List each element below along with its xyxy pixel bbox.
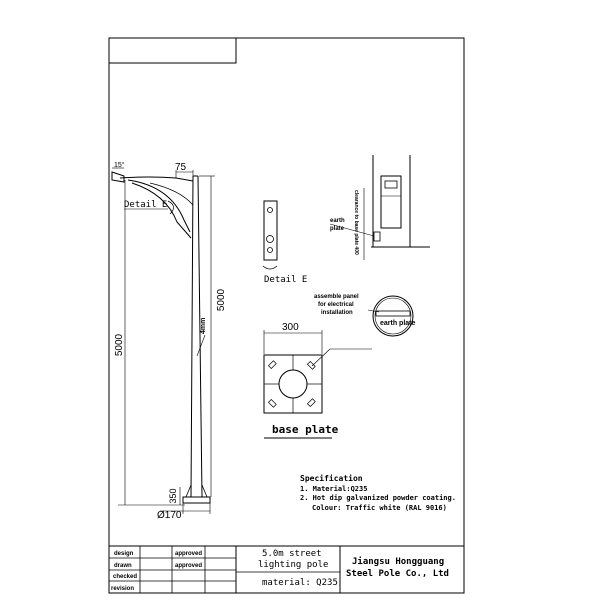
tb-checked: checked [113,574,138,580]
circle-section [314,294,416,336]
base-plate-view [264,322,372,438]
detail-e [263,201,307,285]
tb-design: design [114,551,134,557]
luminaire-head [112,172,124,182]
pole-shaft-right [198,176,202,497]
circle-earth-label: earth plate [380,320,416,327]
wall-thickness-leader [197,335,205,356]
spec-line-1: 1. Material:Q235 [300,485,368,493]
detail-e-hole-3 [268,248,273,253]
arm-width-dim: 75 [175,162,187,173]
panel-note-1: assemble panel [314,294,359,300]
detail-e-arc [263,266,277,269]
base-plate-leader [312,349,330,366]
clearance-note: clearance to base plate 400 [353,190,359,255]
bolt-slot-tl [268,361,276,369]
panel-note-3: installation [321,310,353,316]
earth-plate-label-1: earth [330,218,345,224]
door-opening [381,176,401,228]
detail-e-hole-1 [268,208,273,213]
spec-line-3: Colour: Traffic white (RAL 9016) [312,504,447,512]
detail-e-label: Detail E [264,275,308,285]
bolt-slot-br [307,399,315,407]
panel-note-2: for electrical [318,302,354,308]
base-plate-width-dim: 300 [282,322,299,333]
door-handle [385,181,397,188]
specification-block [300,473,456,512]
base-plate-title: base plate [272,423,339,436]
shaft-height-dim: 5000 [216,288,227,312]
wall-thickness-label: 4mm [200,317,207,334]
tb-name-line-2: lighting pole [258,560,329,570]
tb-approved-2: approved [175,563,203,569]
base-rib-left [186,485,191,497]
tb-material: material: Q235 [262,578,338,588]
spec-title: Specification [300,474,363,483]
tb-name-line-1: 5.0m street [262,549,322,559]
detail-e-plate [264,201,277,260]
bolt-slot-bl [268,399,276,407]
pole-shaft-left [191,176,193,497]
pole-base-flange [183,497,210,503]
spec-line-2: 2. Hot dip galvanized powder coating. [300,494,456,502]
pole-arm-curve-2 [132,183,191,238]
base-height-dim: 350 [168,488,178,504]
angle-label: 15° [114,162,125,169]
title-block [109,546,464,593]
detail-ref-label: Detail E [124,200,168,210]
tb-revision: revision [111,586,135,592]
base-plate-center-hole [279,370,307,398]
pole-section-view [330,155,430,260]
base-rib-right [202,485,207,497]
cross-section-panel [376,311,410,316]
base-dia-dim: Ø170 [157,510,182,521]
detail-e-hole-2 [267,236,274,243]
earth-plate-label-2: plate [330,226,345,232]
tb-company-line-1: Jiangsu Hongguang [352,557,445,567]
tb-drawn: drawn [114,563,132,569]
tb-approved-1: approved [175,551,203,557]
earth-plate-tab [374,232,380,241]
pole-elevation [112,161,227,521]
tb-company-line-2: Steel Pole Co., Ltd [346,569,449,579]
top-left-box [109,38,236,63]
bolt-slot-tr [307,361,315,369]
total-height-dim: 5000 [114,333,125,357]
